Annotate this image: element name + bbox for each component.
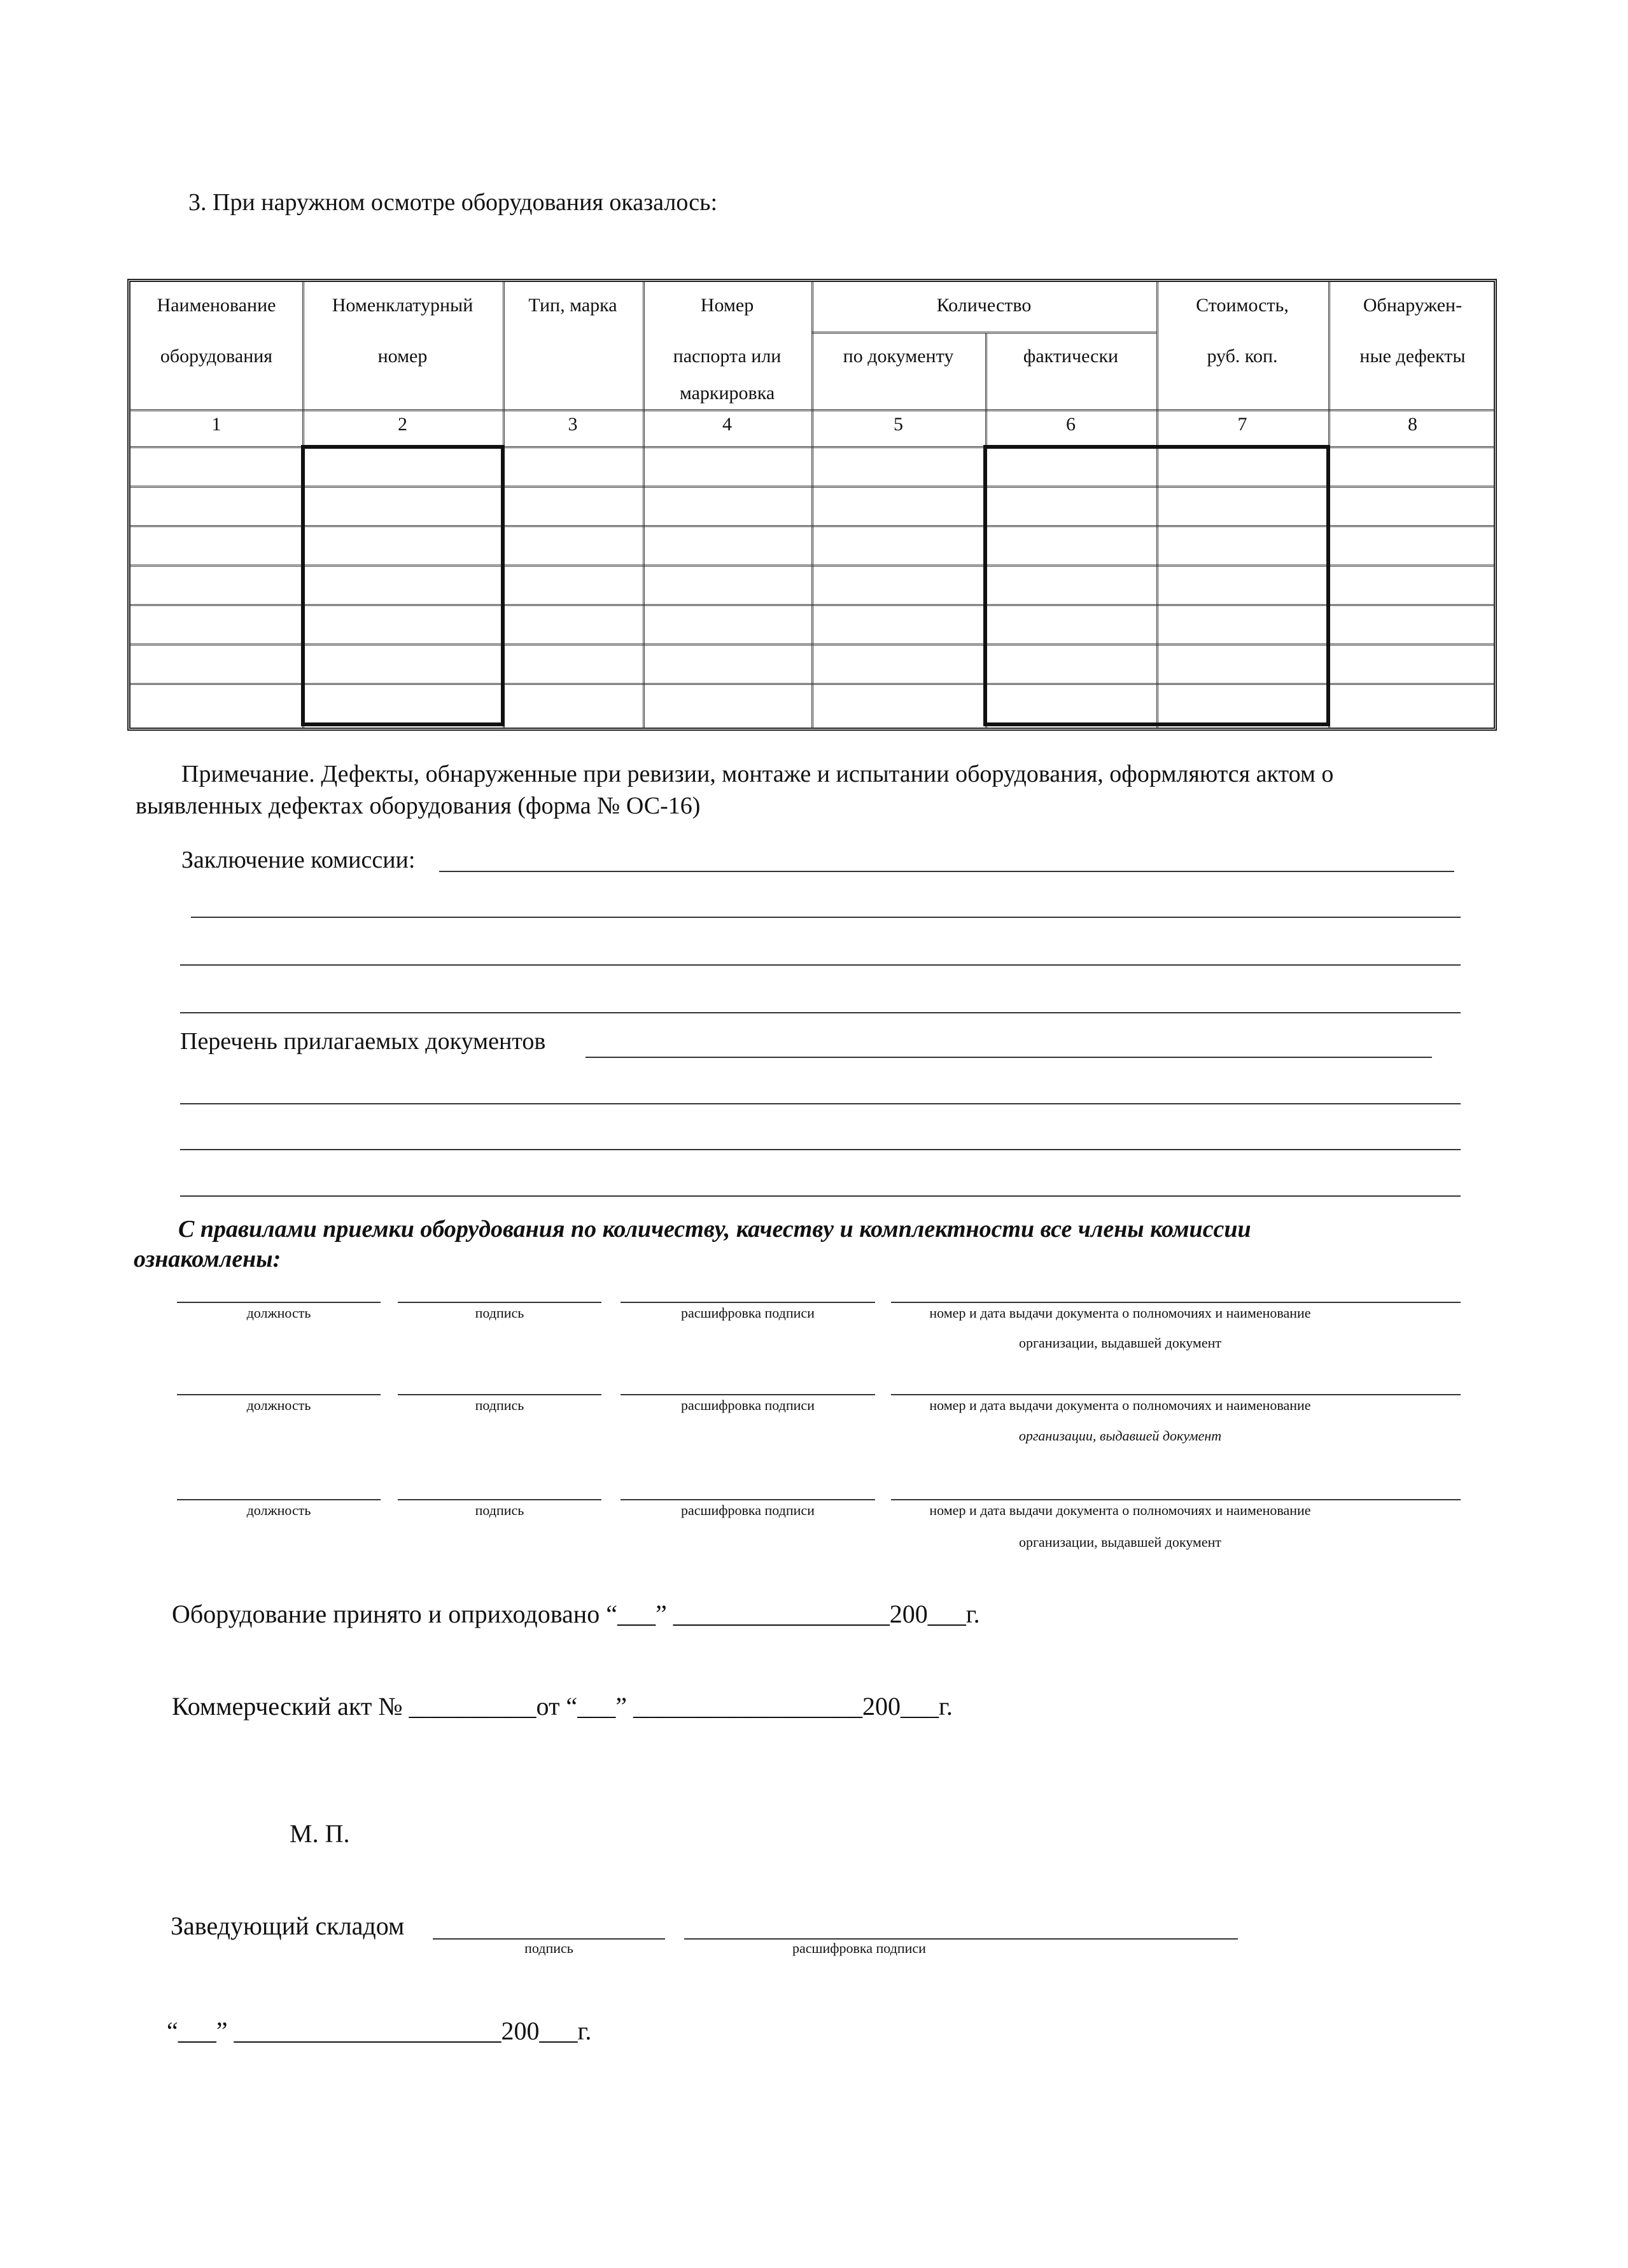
sig-position-line[interactable]	[177, 1499, 381, 1500]
conclusion-line[interactable]	[439, 871, 1454, 872]
wh-caption-signature: подпись	[524, 1940, 573, 1956]
header-nomenclature: Номенклатурный номер	[332, 295, 474, 367]
wh-caption-decoding: расшифровка подписи	[792, 1940, 926, 1956]
col-num-3: 3	[568, 414, 578, 435]
header-defects: Обнаружен- ные дефекты	[1359, 295, 1466, 367]
stamp-placeholder: М. П.	[290, 1819, 350, 1848]
header-actual: фактически	[1023, 346, 1119, 367]
col-num-4: 4	[722, 414, 732, 435]
sig-signature-line[interactable]	[398, 1499, 601, 1500]
sig-document-line[interactable]	[891, 1394, 1461, 1395]
wh-signature-line[interactable]	[433, 1938, 665, 1940]
highlight-block-nomenclature	[301, 445, 505, 726]
caption-document: номер и дата выдачи документа о полномочиях и наименование	[929, 1305, 1311, 1321]
caption-decoding: расшифровка подписи	[681, 1305, 815, 1321]
caption-organization: организации, выдавшей документ	[1019, 1335, 1221, 1351]
sig-decoding-line[interactable]	[621, 1394, 875, 1395]
sig-document-line[interactable]	[891, 1302, 1461, 1303]
wh-decoding-line[interactable]	[684, 1938, 1238, 1940]
attachments-line[interactable]	[180, 1103, 1461, 1104]
conclusion-line[interactable]	[180, 1012, 1461, 1013]
inspection-table	[127, 279, 1497, 731]
col-num-7: 7	[1237, 414, 1247, 435]
caption-signature: подпись	[475, 1305, 524, 1321]
caption-document: номер и дата выдачи документа о полномочиях и наименование	[929, 1502, 1311, 1518]
caption-decoding: расшифровка подписи	[681, 1502, 815, 1518]
col-num-8: 8	[1408, 414, 1417, 435]
header-passport: Номер паспорта или маркировка	[673, 295, 782, 404]
col-num-5: 5	[894, 414, 903, 435]
accepted-line[interactable]: Оборудование принято и оприходовано “___” _________________200___г.	[172, 1600, 980, 1628]
date-line[interactable]: “___” _____________________200___г.	[167, 2017, 592, 2045]
highlight-block-actual-cost	[983, 445, 1330, 726]
header-quantity: Количество	[936, 295, 1032, 316]
header-by-document: по документу	[843, 346, 954, 367]
attachments-line[interactable]	[180, 1195, 1461, 1197]
caption-organization: организации, выдавшей документ	[1018, 1428, 1222, 1444]
attachments-line[interactable]	[180, 1149, 1461, 1150]
header-type: Тип, марка	[528, 295, 617, 316]
note-text: Примечание. Дефекты, обнаруженные при ревизии, монтаже и испытании оборудования, оформляются актом о	[181, 761, 1334, 787]
sig-signature-line[interactable]	[398, 1302, 601, 1303]
sig-position-line[interactable]	[177, 1394, 381, 1395]
conclusion-line[interactable]	[180, 964, 1461, 966]
caption-signature: подпись	[475, 1502, 524, 1518]
sig-position-line[interactable]	[177, 1302, 381, 1303]
caption-decoding: расшифровка подписи	[681, 1397, 815, 1413]
conclusion-line[interactable]	[191, 917, 1461, 918]
commercial-act-line[interactable]: Коммерческий акт № __________от “___” __________________200___г.	[172, 1692, 953, 1721]
conclusion-label: Заключение комиссии:	[181, 847, 416, 873]
rules-text-cont: ознакомлены:	[134, 1246, 281, 1272]
attachments-line[interactable]	[586, 1057, 1432, 1058]
col-num-2: 2	[398, 414, 407, 435]
sig-decoding-line[interactable]	[621, 1499, 875, 1500]
header-cost: Стоимость, руб. коп.	[1196, 295, 1289, 367]
attachments-label: Перечень прилагаемых документов	[180, 1028, 546, 1055]
col-num-6: 6	[1066, 414, 1076, 435]
caption-position: должность	[246, 1502, 311, 1518]
sig-document-line[interactable]	[891, 1499, 1461, 1500]
sig-signature-line[interactable]	[398, 1394, 601, 1395]
caption-document: номер и дата выдачи документа о полномочиях и наименование	[929, 1397, 1311, 1413]
caption-position: должность	[246, 1397, 311, 1413]
col-num-1: 1	[211, 414, 221, 435]
section-title: 3. При наружном осмотре оборудования оказалось:	[188, 189, 718, 216]
header-name: Наименование оборудования	[157, 295, 276, 367]
caption-position: должность	[246, 1305, 311, 1321]
sig-decoding-line[interactable]	[621, 1302, 875, 1303]
rules-text: С правилами приемки оборудования по количеству, качеству и комплектности все члены комиссии	[178, 1216, 1251, 1243]
warehouse-head-label: Заведующий складом	[171, 1912, 405, 1940]
caption-organization: организации, выдавшей документ	[1019, 1534, 1221, 1550]
caption-signature: подпись	[475, 1397, 524, 1413]
note-text-cont: выявленных дефектах оборудования (форма № ОС-16)	[136, 792, 701, 819]
